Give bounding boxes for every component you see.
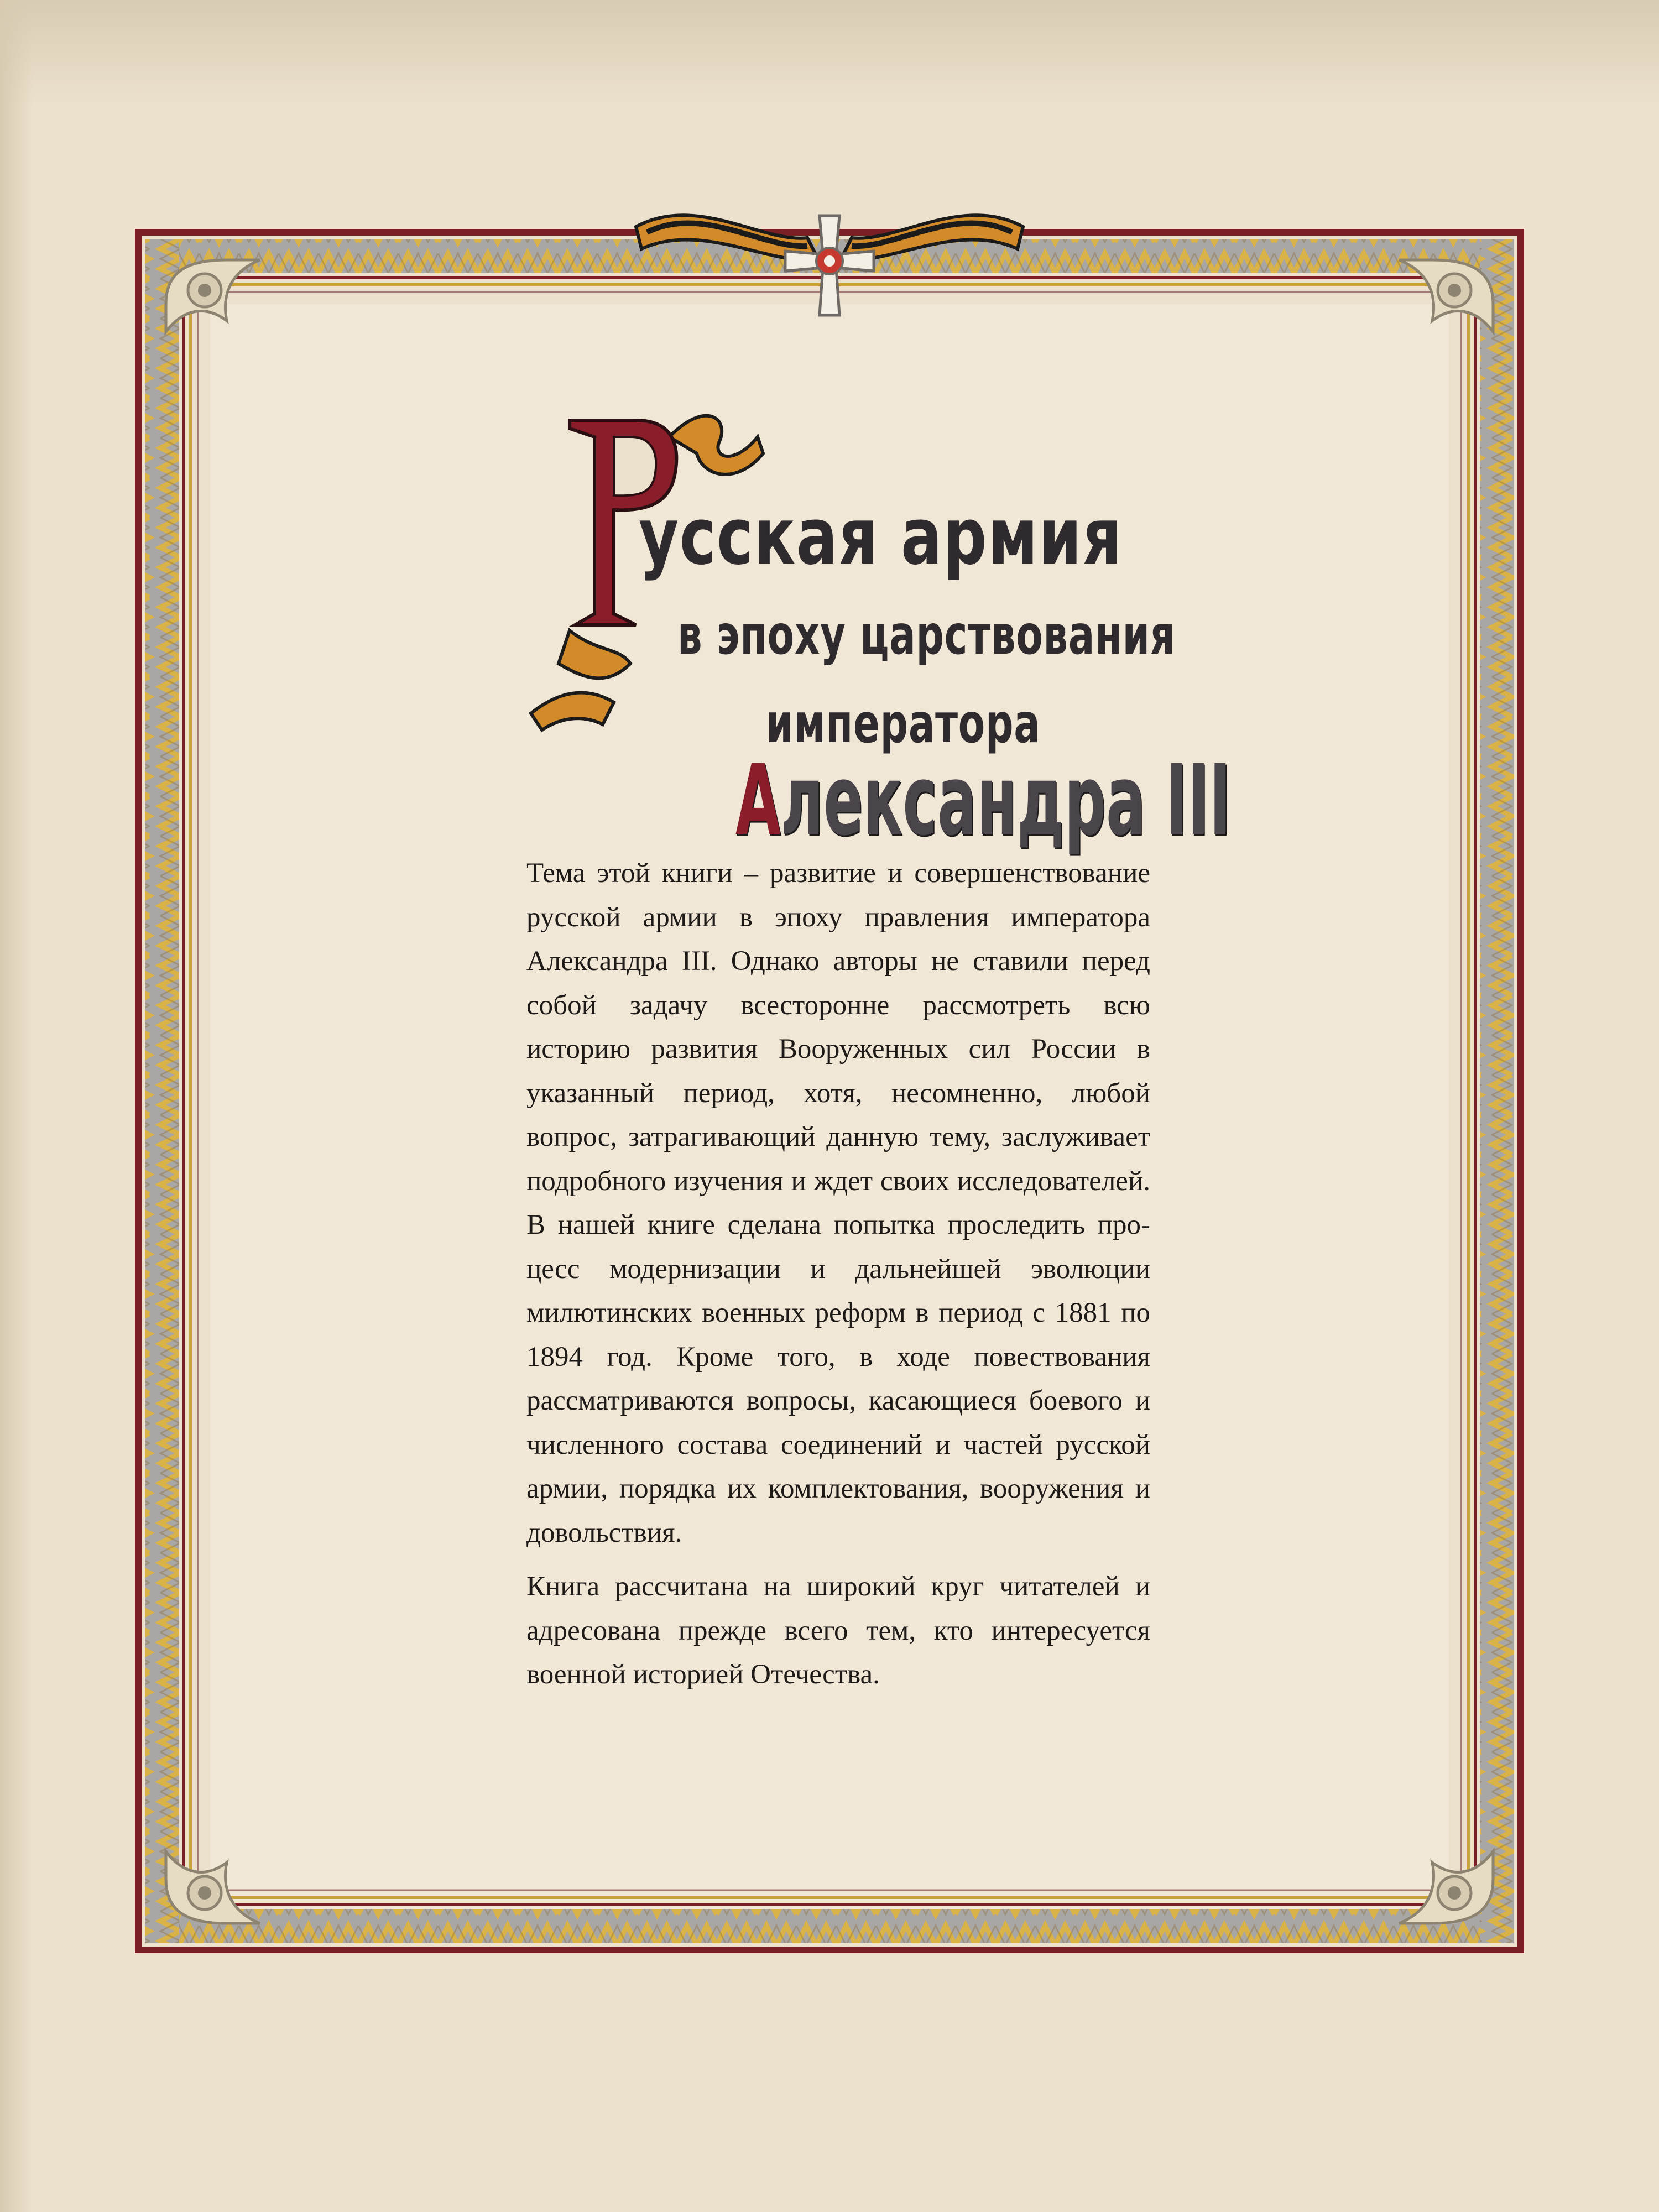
title-line-2: в эпоху царствования [677,604,1176,667]
title-line-4-text: лександра III [780,744,1231,857]
title-line-3: императора [766,692,1041,755]
annotation-paragraph-2: Книга рассчитана на широкий круг читателей и адресована прежде всего тем, кто интересуется военной историей Отечества. [526,1571,1150,1690]
annotation-paragraph-1: Тема этой книги – развитие и совершенствование русской армии в эпоху правления императора Александра III. Однако авторы не ставили перед собой задачу всесторонне рассмотреть всю историю развития Вооруженных сил России в указанный период, хотя, несомненно, любой вопрос, затрагивающий данную тему, заслуживает подробного изучения и ждет своих исследователей. В нашей книге сделана попытка проследить процесс модернизации и дальнейшей эволюции милютинских военных реформ в период с 1881 по 1894 год. Кроме того, в ходе повествования рассматриваются вопросы, касающиеся боевого и численного состава соединений и частей русской армии, порядка их комплектования, вооружения и довольствия. [526,858,1150,1548]
title-line-4-initial: А [735,744,781,857]
title-line-1-text: усская армия [639,491,1123,582]
title-block [531,382,1231,879]
book-annotation [526,852,1150,1697]
title-line-4 [735,744,1231,857]
title-line-1 [639,491,1123,582]
